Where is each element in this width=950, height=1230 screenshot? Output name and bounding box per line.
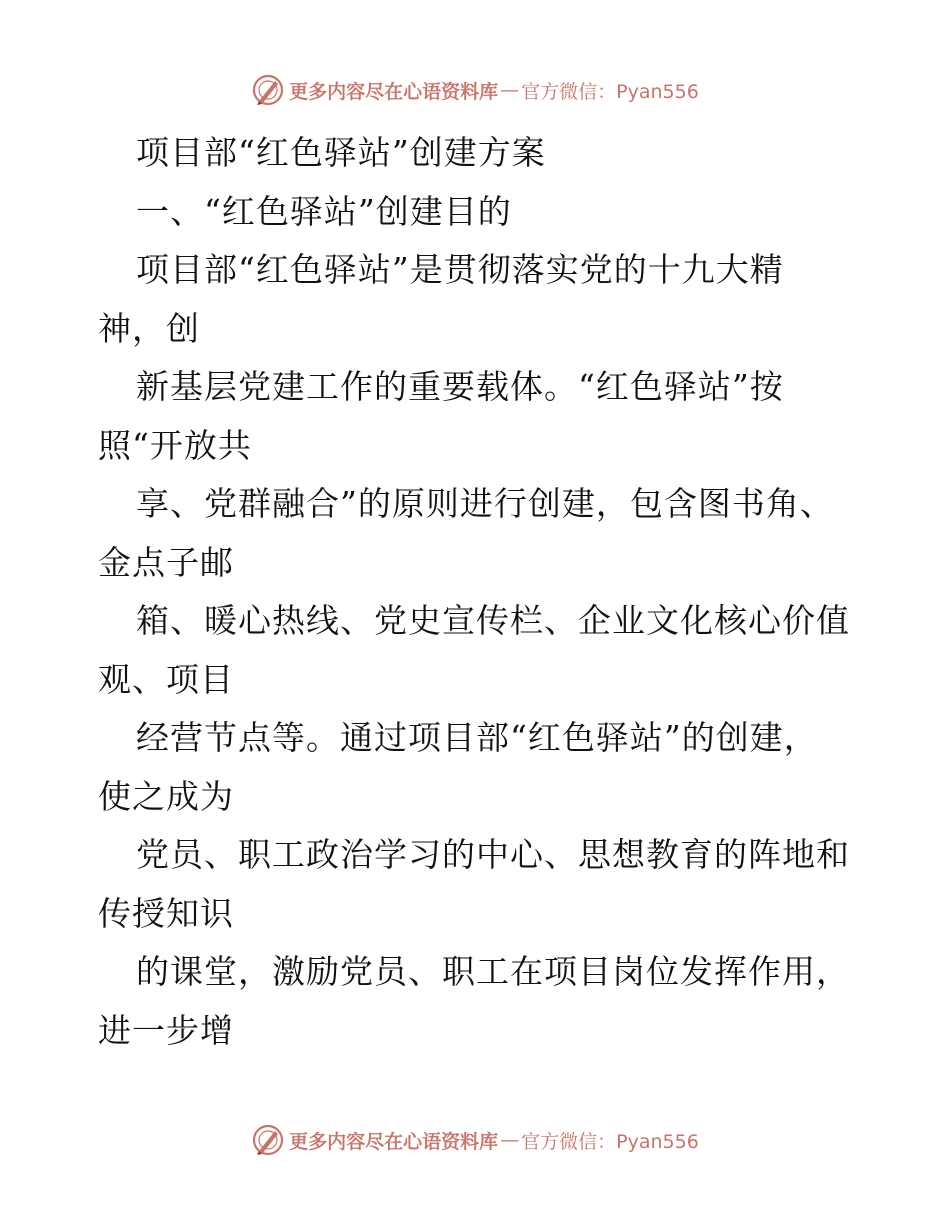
text-line: 的课堂，激励党员、职工在项目岗位发挥作用， [136, 952, 850, 991]
text-line: 进一步增 [98, 1010, 234, 1050]
text-line: 经营节点等。通过项目部“红色驿站”的创建， [136, 718, 818, 757]
footer-banner [0, 1120, 950, 1160]
pen-logo-icon [251, 1123, 285, 1157]
text-line: 项目部“红色驿站”是贯彻落实党的十九大精 [136, 250, 784, 289]
section-heading: 一、“红色驿站”创建目的 [136, 191, 512, 231]
header-banner [0, 70, 950, 110]
banner-account-text: 官方微信：Pyan556 [521, 80, 699, 103]
banner-account-text: 官方微信：Pyan556 [521, 1130, 699, 1153]
text-line: 神，创 [98, 308, 200, 348]
banner-separator: — [500, 1129, 520, 1151]
text-line: 使之成为 [98, 776, 234, 816]
paragraph [98, 241, 868, 1060]
banner-separator: — [500, 79, 520, 101]
text-line: 享、党群融合”的原则进行创建，包含图书角、 [136, 484, 834, 523]
banner-main-text: 更多内容尽在心语资料库 [289, 80, 499, 103]
document-title: 项目部“红色驿站”创建方案 [136, 133, 546, 172]
text-line: 箱、暖心热线、党史宣传栏、企业文化核心价值 [136, 601, 850, 640]
text-line: 新基层党建工作的重要载体。“红色驿站”按 [136, 367, 784, 406]
text-line: 党员、职工政治学习的中心、思想教育的阵地和 [136, 835, 850, 874]
text-line: 传授知识 [98, 893, 234, 933]
document-body [98, 124, 868, 1060]
text-line: 观、项目 [98, 659, 234, 699]
text-line: 金点子邮 [98, 542, 234, 582]
pen-logo-icon [251, 73, 285, 107]
banner-main-text: 更多内容尽在心语资料库 [289, 1130, 499, 1153]
text-line: 照“开放共 [98, 425, 252, 465]
